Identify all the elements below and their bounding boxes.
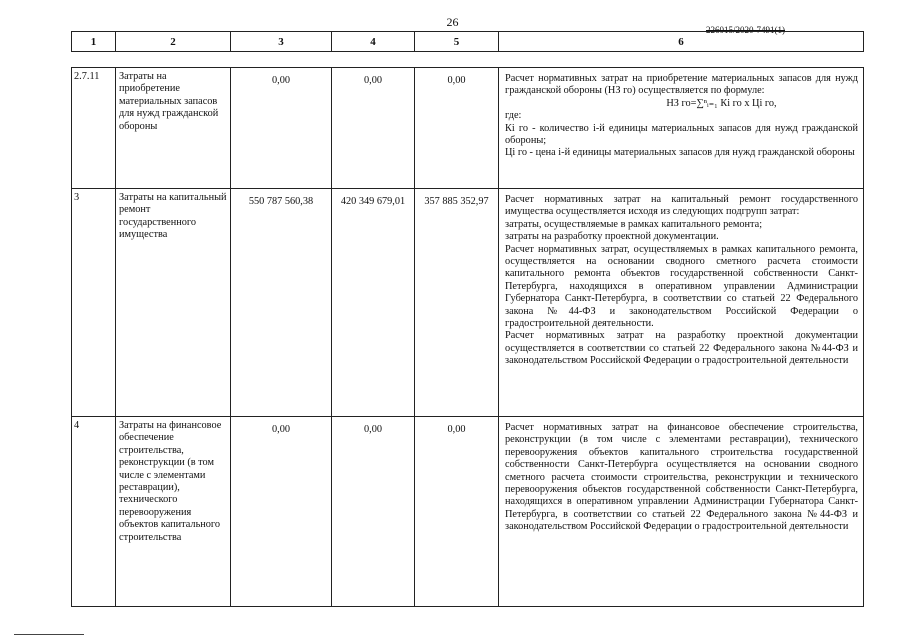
page-number: 26 [446,15,459,29]
row-name: Затраты на капитальный ремонт государственного имущества [116,189,231,417]
desc-paragraph: Расчет нормативных затрат на приобретение материальных запасов для нужд гражданской обороны (НЗ го) осуществляется по формуле: [505,73,858,97]
row-value-2: 0,00 [332,68,415,189]
desc-paragraph: Кi го - количество i-й единицы материальных запасов для нужд гражданской обороны; [505,122,858,147]
table-row [72,68,864,189]
row-description [499,189,864,417]
row-description [499,417,864,607]
cost-table [71,67,864,607]
desc-paragraph: Расчет нормативных затрат на капитальный ремонт государственного имущества осуществляется исходя из следующих подгрупп затрат: [505,194,858,218]
row-value-2: 420 349 679,01 [332,189,415,417]
row-value-1: 0,00 [231,68,332,189]
row-description [499,68,864,189]
row-value-3: 0,00 [415,68,499,189]
row-value-3: 0,00 [415,417,499,607]
row-name: Затраты на приобретение материальных запасов для нужд гражданской обороны [116,68,231,189]
column-header-row [72,32,864,52]
row-code: 3 [72,189,116,417]
formula: НЗ го=∑ⁿᵢ₌₁ Кi го x Цi го, [666,97,777,109]
column-header: 3 [231,32,332,52]
column-header: 4 [332,32,415,52]
row-value-1: 0,00 [231,417,332,607]
desc-paragraph: Цi го - цена i-й единицы материальных запасов для нужд гражданской обороны [505,147,855,159]
desc-paragraph: затраты на разработку проектной документации. [505,231,719,243]
row-value-2: 0,00 [332,417,415,607]
desc-paragraph: Расчет нормативных затрат на финансовое обеспечение строительства, реконструкции (в том числе с элементами реставрации), технического перевооружения объектов капитального строительства государственной собственности Санкт-Петербурга осуществляется на основании сводного сметного расчета стоимости строительства, реконструкции и технического перевооружения объектов государственной собственности Санкт-Петербурга, находящихся в оперативном управлении Администрации Губернатора Санкт-Петербурга, в соответствии со статьей 22 Федерального закона №44-ФЗ и законодательством Российской Федерации о градостроительной деятельности [505,422,858,533]
column-header-table [71,31,864,52]
document-id: 226015/2020-7491(1) [706,25,785,35]
row-value-3: 357 885 352,97 [415,189,499,417]
row-value-1: 550 787 560,38 [231,189,332,417]
desc-paragraph: Расчет нормативных затрат, осуществляемых в рамках капитального ремонта, осуществляется на основании сводного сметного расчета стоимости капитального ремонта объектов государственной собственности Санкт-Петербурга, находящихся в оперативном управлении Администрации Губернатора Санкт-Петербурга, в соответствии со статьей 22 Федерального закона №44-ФЗ и законодательством Российской Федерации о градостроительной деятельности. [505,243,858,330]
desc-paragraph: Расчет нормативных затрат на разработку проектной документации осуществляется в соответствии со статьей 22 Федерального закона №44-ФЗ и законодательством Российской Федерации о градостроительной деятельности [505,330,858,367]
row-name: Затраты на финансовое обеспечение строительства, реконструкции (в том числе с элементами реставрации), технического перевооружения объектов капитального строительства [116,417,231,607]
column-header: 1 [72,32,116,52]
desc-paragraph: где: [505,110,522,122]
footer-divider [14,634,84,635]
column-header: 6 [499,32,864,52]
desc-paragraph: затраты, осуществляемые в рамках капитального ремонта; [505,218,763,230]
row-code: 2.7.11 [72,68,116,189]
column-header: 5 [415,32,499,52]
table-row [72,417,864,607]
table-row [72,189,864,417]
row-code: 4 [72,417,116,607]
column-header: 2 [116,32,231,52]
